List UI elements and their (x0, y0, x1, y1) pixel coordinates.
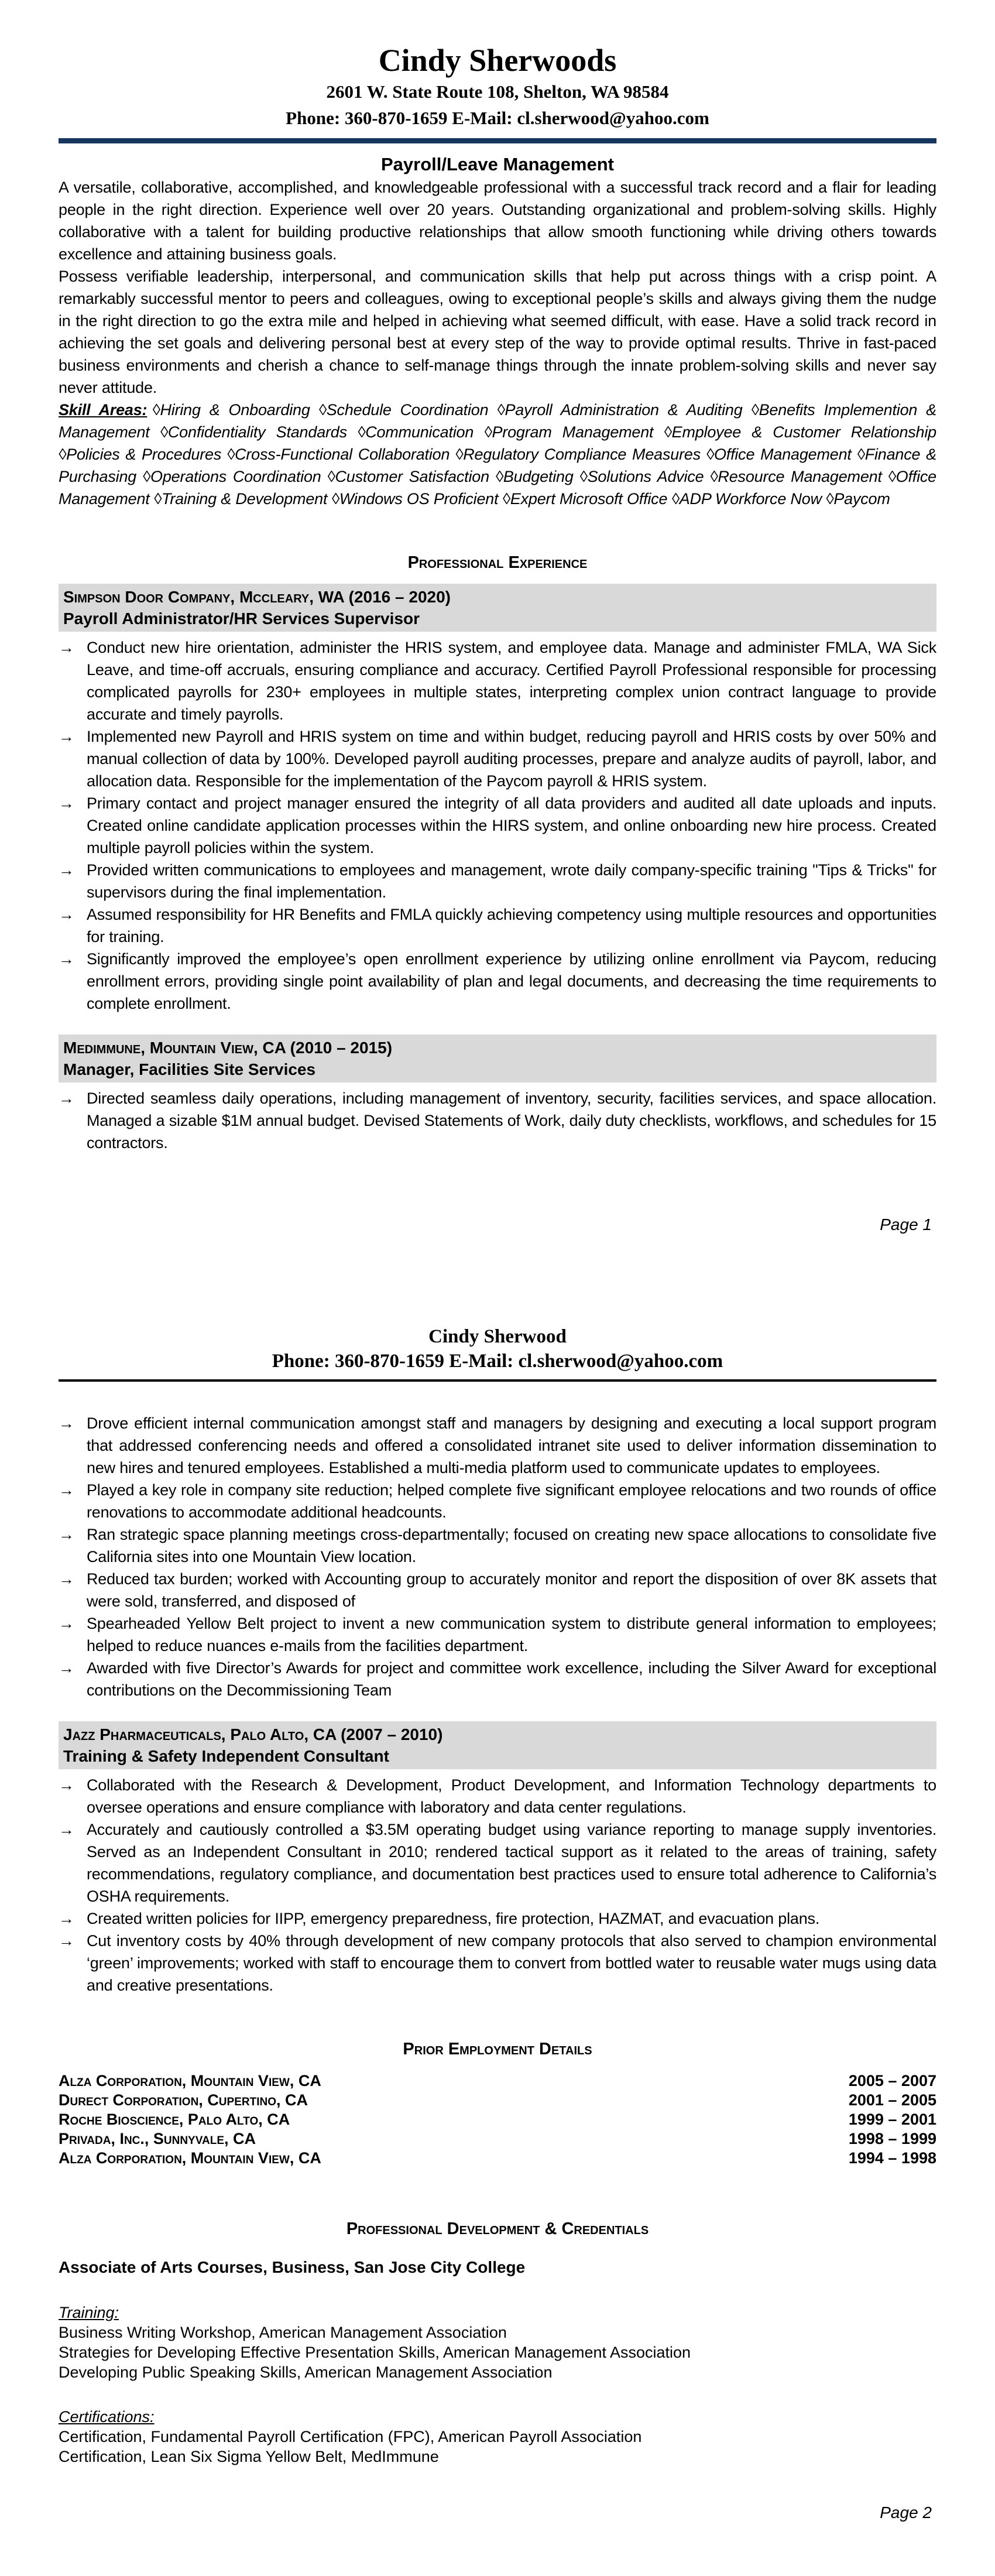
education-line: Associate of Arts Courses, Business, San Jose City College (59, 2258, 526, 2276)
section-heading-prior-employment: Prior Employment Details (403, 2040, 592, 2058)
bullet-item (59, 1523, 936, 1568)
bullet-text: Awarded with five Director’s Awards for project and committee work excellence, including the Silver Award for exceptional contributions on the Decommissioning Team (87, 1659, 936, 1699)
training-label: Training: (59, 2304, 119, 2321)
page-2-content (59, 1288, 936, 2467)
prior-employment-row (59, 2110, 936, 2129)
prior-dates: 2001 – 2005 (848, 2091, 936, 2109)
job-title: Manager, Facilities Site Services (63, 1060, 316, 1078)
arrow-bullet-icon: → (59, 728, 74, 745)
bullet-item (59, 1657, 936, 1701)
job-company: Simpson Door Company, Mccleary, WA (2016 – 2020) (63, 588, 451, 606)
bullet-text: Directed seamless daily operations, including management of inventory, security, facilities services, and space allocation. Managed a sizable $1M annual budget. Devised Statements of Work, daily duty checklists, workflows, and schedules for 15 contractors. (87, 1090, 936, 1152)
bullet-text: Created written policies for IIPP, emergency preparedness, fire protection, HAZMAT, and evacuation plans. (87, 1910, 820, 1927)
arrow-bullet-icon: → (59, 1481, 74, 1499)
certifications-label: Certifications: (59, 2408, 155, 2426)
job-bullets-medimmune (59, 1087, 936, 1154)
training-item: Strategies for Developing Effective Presentation Skills, American Management Association (59, 2344, 691, 2361)
bullet-text: Collaborated with the Research & Development, Product Development, and Information Technology departments to oversee operations and ensure compliance with laboratory and data center regulations. (87, 1776, 936, 1816)
header-divider-rule (59, 138, 936, 143)
prior-dates: 1998 – 1999 (848, 2130, 936, 2147)
bullet-item (59, 1412, 936, 1479)
bullet-text: Drove efficient internal communication amongst staff and managers by designing and executing a local support program that addressed conferencing needs and offered a consolidated intranet site used to deliver information dissemination to new hires and tenured employees. Established a multi-media platform used to communicate updates to employees. (87, 1414, 936, 1477)
bullet-text: Cut inventory costs by 40% through development of new company protocols that also served to champion environmental ‘green’ improvements; worked with staff to encourage them to convert from bottled water to reusable water mugs using data and creative presentations. (87, 1932, 936, 1994)
bullet-text: Spearheaded Yellow Belt project to invent a new communication system to distribute general information to employees; helped to reduce nuances e-mails from the facilities department. (87, 1615, 936, 1654)
bullet-item (59, 1774, 936, 1818)
bullet-item (59, 1568, 936, 1612)
prior-company: Alza Corporation, Mountain View, CA (59, 2072, 321, 2089)
page-number-2: Page 2 (880, 2503, 932, 2522)
job-bullets-jazz (59, 1774, 936, 1996)
bullet-item (59, 1087, 936, 1154)
training-item: Developing Public Speaking Skills, American Management Association (59, 2363, 553, 2381)
headline-role-title: Payroll/Leave Management (381, 154, 614, 174)
arrow-bullet-icon: → (59, 1776, 74, 1794)
arrow-bullet-icon: → (59, 1526, 74, 1543)
section-heading-credentials: Professional Development & Credentials (346, 2219, 649, 2238)
job-header-medimmune (59, 1034, 936, 1083)
arrow-bullet-icon: → (59, 1910, 74, 1927)
prior-employment-list (59, 2071, 936, 2168)
arrow-bullet-icon: → (59, 950, 74, 968)
skill-areas-paragraph (59, 399, 936, 510)
bullet-text: Primary contact and project manager ensured the integrity of all data providers and audited all date uploads and inputs. Created online candidate application processes within the HIRS system, and online onboarding new hire process. Created multiple payroll policies within the system. (87, 794, 936, 857)
address-line: 2601 W. State Route 108, Shelton, WA 98584 (326, 81, 669, 102)
header-divider-rule (59, 1379, 936, 1382)
bullet-item (59, 903, 936, 948)
arrow-bullet-icon: → (59, 794, 74, 812)
prior-company: Privada, Inc., Sunnyvale, CA (59, 2130, 256, 2147)
page-2-header (59, 1288, 936, 1373)
page-1-content (59, 0, 936, 1154)
bullet-item (59, 1612, 936, 1657)
arrow-bullet-icon: → (59, 639, 74, 656)
section-heading-professional-experience: Professional Experience (407, 553, 588, 572)
summary-paragraph-2: Possess verifiable leadership, interpersonal, and communication skills that help put across things with a crisp point. A remarkably successful mentor to peers and colleagues, owing to exceptional people’s skills and always giving them the nudge in the right direction to go the extra mile and helped in achieving what seemed difficult, with ease. Have a solid track record in achieving the set goals and delivering personal best at every step of the way to provide optimal results. Thrive in fast-paced business environments and cherish a chance to self-manage things through the innate problem-solving skills and never say never attitude. (59, 268, 936, 396)
prior-company: Alza Corporation, Mountain View, CA (59, 2149, 321, 2167)
arrow-bullet-icon: → (59, 1414, 74, 1432)
prior-employment-row (59, 2149, 936, 2168)
resume-page-2 (0, 1288, 995, 2576)
prior-company: Durect Corporation, Cupertino, CA (59, 2091, 308, 2109)
bullet-item (59, 1818, 936, 1907)
arrow-bullet-icon: → (59, 1615, 74, 1632)
bullet-item (59, 1907, 936, 1930)
prior-employment-row (59, 2071, 936, 2091)
bullet-text: Implemented new Payroll and HRIS system on time and within budget, reducing payroll and HRIS costs by over 50% and manual collection of data by 100%. Developed payroll auditing processes, prepare and analyze audits of payroll, labor, and allocation data. Responsible for the implementation of the Paycom payroll & HRIS system. (87, 728, 936, 790)
arrow-bullet-icon: → (59, 1932, 74, 1950)
job-header-simpson (59, 584, 936, 632)
job-header-jazz (59, 1721, 936, 1769)
prior-dates: 1994 – 1998 (848, 2149, 936, 2167)
prior-employment-row (59, 2129, 936, 2149)
skill-areas-label: Skill Areas: (59, 401, 147, 419)
bullet-item (59, 859, 936, 903)
job-bullets-simpson (59, 636, 936, 1015)
job-title: Training & Safety Independent Consultant (63, 1747, 389, 1765)
prior-dates: 2005 – 2007 (848, 2072, 936, 2089)
arrow-bullet-icon: → (59, 861, 74, 879)
training-item: Business Writing Workshop, American Management Association (59, 2324, 507, 2341)
bullet-text: Played a key role in company site reduction; helped complete five significant employee relocations and two rounds of office renovations to accommodate additional headcounts. (87, 1481, 936, 1521)
bullet-item (59, 1930, 936, 1996)
contact-line: Phone: 360-870-1659 E-Mail: cl.sherwood@yahoo.com (286, 108, 709, 128)
certification-item: Certification, Fundamental Payroll Certification (FPC), American Payroll Association (59, 2428, 642, 2445)
prior-dates: 1999 – 2001 (848, 2111, 936, 2128)
prior-company: Roche Bioscience, Palo Alto, CA (59, 2111, 290, 2128)
arrow-bullet-icon: → (59, 1659, 74, 1677)
page-number-1: Page 1 (880, 1215, 932, 1234)
bullet-text: Significantly improved the employee’s open enrollment experience by utilizing online enrollment via Paycom, reducing enrollment errors, providing single point availability of plan and legal documents, and decreasing the time requirements to complete enrollment. (87, 950, 936, 1012)
contact-line: Phone: 360-870-1659 E-Mail: cl.sherwood@yahoo.com (272, 1351, 723, 1372)
bullet-text: Conduct new hire orientation, administer the HRIS system, and employee data. Manage and administer FMLA, WA Sick Leave, and time-off accruals, ensuring compliance and accuracy. Certified Payroll Professional responsible for processing complicated payrolls for 230+ employees in multiple states, interpreting complex union contract language to provide accurate and timely payrolls. (87, 639, 936, 723)
job-company: Jazz Pharmaceuticals, Palo Alto, CA (2007 – 2010) (63, 1725, 443, 1743)
certification-item: Certification, Lean Six Sigma Yellow Belt, MedImmune (59, 2448, 439, 2465)
bullet-item (59, 1479, 936, 1523)
bullet-item (59, 725, 936, 792)
prior-employment-row (59, 2091, 936, 2110)
arrow-bullet-icon: → (59, 1570, 74, 1588)
bullet-text: Reduced tax burden; worked with Accounting group to accurately monitor and report the disposition of over 8K assets that were sold, transferred, and disposed of (87, 1570, 936, 1610)
candidate-name: Cindy Sherwoods (378, 43, 617, 78)
bullet-text: Assumed responsibility for HR Benefits and FMLA quickly achieving competency using multiple resources and opportunities for training. (87, 906, 936, 946)
skill-areas-list: ◊Hiring & Onboarding ◊Schedule Coordination ◊Payroll Administration & Auditing ◊Benefits Implemention & Management ◊Confidentiality Standards ◊Communication ◊Program Management ◊Employee & Customer Relationship ◊Policies & Procedures ◊Cross-Functional Collaboration ◊Regulatory Compliance Measures ◊Office Management ◊Finance & Purchasing ◊Operations Coordination ◊Customer Satisfaction ◊Budgeting ◊Solutions Advice ◊Resource Management ◊Office Management ◊Training & Development ◊Windows OS Proficient ◊Expert Microsoft Office ◊ADP Workforce Now ◊Paycom (59, 401, 936, 508)
job-bullets-medimmune-continued (59, 1412, 936, 1701)
bullet-text: Ran strategic space planning meetings cross-departmentally; focused on creating new space allocations to consolidate five California sites into one Mountain View location. (87, 1526, 936, 1566)
bullet-text: Accurately and cautiously controlled a $3.5M operating budget using variance reporting to manage supply inventories. Served as an Independent Consultant in 2010; rendered tactical support as it related to the areas of training, safety recommendations, regulatory compliance, and documentation best practices used to ensure total adherence to California’s OSHA requirements. (87, 1821, 936, 1905)
bullet-item (59, 948, 936, 1015)
job-company: Medimmune, Mountain View, CA (2010 – 2015) (63, 1039, 393, 1057)
bullet-item (59, 792, 936, 859)
summary-paragraph-1: A versatile, collaborative, accomplished, and knowledgeable professional with a successful track record and a flair for leading people in the right direction. Experience well over 20 years. Outstanding organizational and problem-solving skills. Highly collaborative with a talent for building productive relationships that allow smooth functioning while driving others towards excellence and attaining business goals. (59, 179, 936, 263)
job-title: Payroll Administrator/HR Services Supervisor (63, 609, 420, 628)
bullet-item (59, 636, 936, 725)
bullet-text: Provided written communications to employees and management, wrote daily company-specific training "Tips & Tricks" for supervisors during the final implementation. (87, 861, 936, 901)
arrow-bullet-icon: → (59, 906, 74, 923)
arrow-bullet-icon: → (59, 1821, 74, 1838)
candidate-name: Cindy Sherwood (428, 1326, 567, 1347)
arrow-bullet-icon: → (59, 1090, 74, 1107)
